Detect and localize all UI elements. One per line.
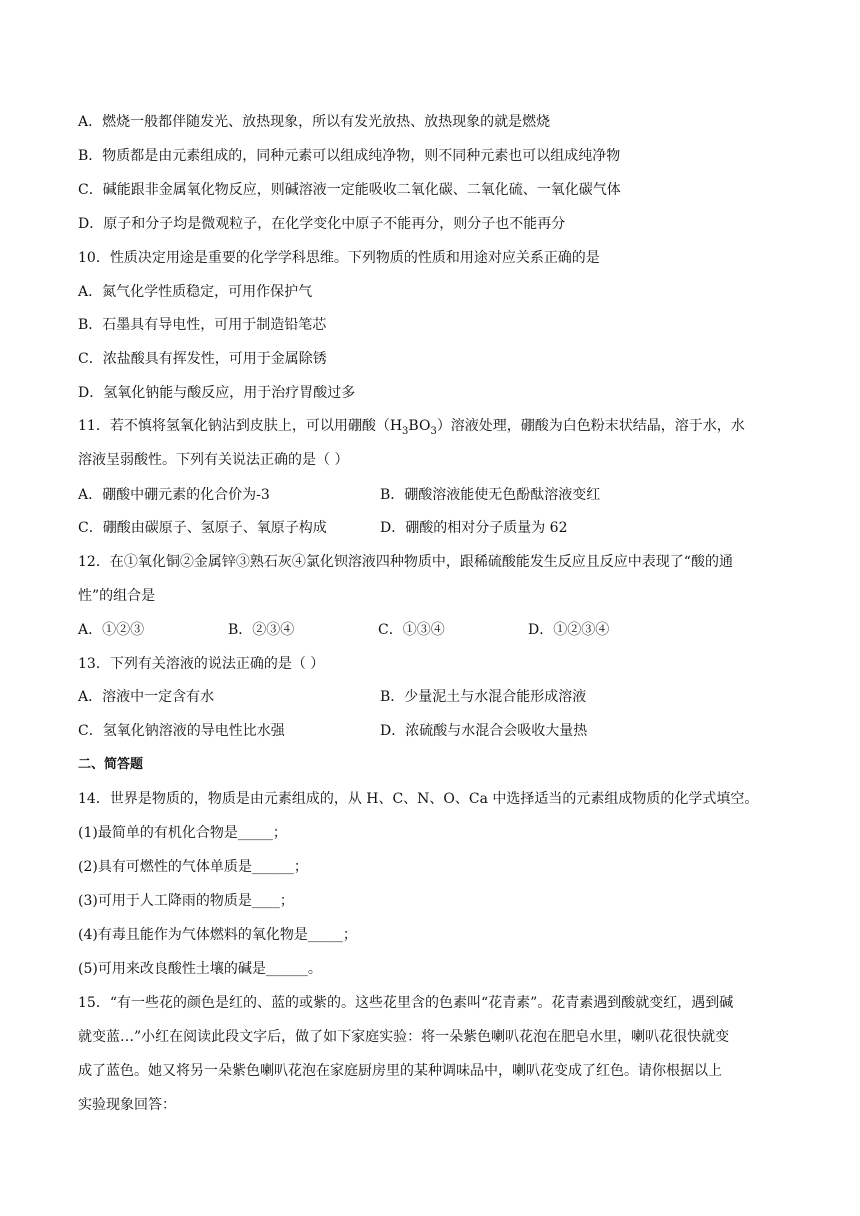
q13-stem: 13．下列有关溶液的说法正确的是（ ） — [78, 656, 325, 672]
q11-option-a: A．硼酸中硼元素的化合价为-3 — [78, 487, 270, 503]
q13-option-c: C．氢氧化钠溶液的导电性比水强 — [78, 723, 285, 739]
q13-option-d: D．浓硫酸与水混合会吸收大量热 — [380, 723, 588, 739]
q11-stem-part: BO — [408, 418, 431, 434]
q11-option-d: D．硼酸的相对分子质量为 62 — [380, 520, 568, 536]
q11-option-b: B．硼酸溶液能使无色酚酞溶液变红 — [380, 487, 601, 503]
q11-stem-part: 11．若不慎将氢氧化钠沾到皮肤上，可以用硼酸（H — [78, 418, 403, 434]
q11-subscript: 3 — [402, 425, 409, 437]
q13-option-b: B．少量泥土与水混合能形成溶液 — [380, 689, 587, 705]
q10-option-b: B．石墨具有导电性，可用于制造铅笔芯 — [78, 317, 327, 333]
q12-stem-line2: 性”的组合是 — [78, 588, 156, 604]
q15-line-3: 成了蓝色。她又将另一朵紫色喇叭花泡在家庭厨房里的某种调味品中，喇叭花变成了红色。请你根据以上 — [78, 1063, 722, 1079]
q14-part-2: (2)具有可燃性的气体单质是______； — [78, 859, 308, 875]
q14-part-1: (1)最简单的有机化合物是_____； — [78, 825, 287, 841]
q10-option-c: C．浓盐酸具有挥发性，可用于金属除锈 — [78, 351, 327, 367]
q15-line-2: 就变蓝…”小红在阅读此段文字后，做了如下家庭实验：将一朵紫色喇叭花泡在肥皂水里，喇叭花很快就变 — [78, 1029, 730, 1045]
q10-stem: 10．性质决定用途是重要的化学学科思维。下列物质的性质和用途对应关系正确的是 — [78, 250, 600, 266]
q11-option-c: C．硼酸由碳原子、氢原子、氧原子构成 — [78, 520, 327, 536]
q9-option-c: C．碱能跟非金属氧化物反应，则碱溶液一定能吸收二氧化碳、二氧化硫、一氧化碳气体 — [78, 182, 621, 198]
q11-subscript: 3 — [430, 425, 437, 437]
section-heading: 二、简答题 — [78, 757, 144, 772]
q11-stem-line2: 溶液呈弱酸性。下列有关说法正确的是（ ） — [78, 452, 349, 468]
q9-option-d: D．原子和分子均是微观粒子，在化学变化中原子不能再分，则分子也不能再分 — [78, 216, 566, 232]
q15-line-4: 实验现象回答： — [78, 1097, 176, 1113]
q14-part-3: (3)可用于人工降雨的物质是____； — [78, 893, 294, 909]
q12-option-c: C．①③④ — [378, 622, 445, 638]
q10-option-d: D．氢氧化钠能与酸反应，用于治疗胃酸过多 — [78, 385, 356, 401]
q11-stem — [78, 416, 745, 436]
q14-stem: 14．世界是物质的，物质是由元素组成的，从 H、C、N、O、Ca 中选择适当的元素组成物质的化学式填空。 — [78, 791, 759, 807]
q12-option-a: A．①②③ — [78, 622, 145, 638]
q15-line-1: 15．“有一些花的颜色是红的、蓝的或紫的。这些花里含的色素叫“花青素”。花青素遇到酸就变红，遇到碱 — [78, 995, 734, 1011]
q12-option-d: D．①②③④ — [528, 622, 610, 638]
q11-stem-part: ）溶液处理，硼酸为白色粉末状结晶，溶于水，水 — [436, 418, 745, 434]
q12-stem: 12．在①氧化铜②金属锌③熟石灰④氯化钡溶液四种物质中，跟稀硫酸能发生反应且反应中表现了“酸的通 — [78, 554, 733, 570]
q13-option-a: A．溶液中一定含有水 — [78, 689, 215, 705]
q9-option-a: A．燃烧一般都伴随发光、放热现象，所以有发光放热、放热现象的就是燃烧 — [78, 114, 551, 130]
q12-option-b: B．②③④ — [228, 622, 295, 638]
q9-option-b: B．物质都是由元素组成的，同种元素可以组成纯净物，则不同种元素也可以组成纯净物 — [78, 148, 621, 164]
q10-option-a: A．氮气化学性质稳定，可用作保护气 — [78, 284, 313, 300]
q14-part-4: (4)有毒且能作为气体燃料的氧化物是_____； — [78, 927, 357, 943]
q14-part-5: (5)可用来改良酸性土壤的碱是______。 — [78, 961, 322, 977]
